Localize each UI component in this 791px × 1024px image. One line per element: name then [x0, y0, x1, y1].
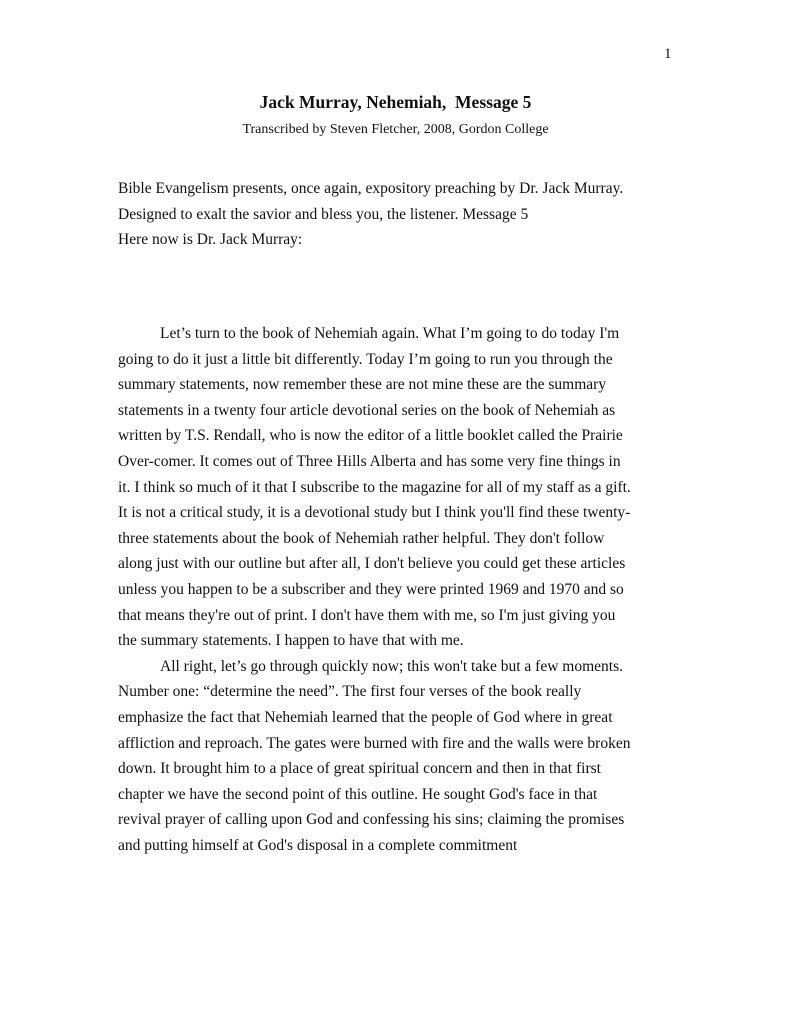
intro-line: Here now is Dr. Jack Murray:	[118, 231, 303, 249]
paragraph-line: statements in a twenty four article devotional series on the book of Nehemiah as	[118, 401, 616, 419]
paragraph-line: All right, let’s go through quickly now; this won't take but a few moments.	[160, 657, 624, 675]
paragraph-line: that means they're out of print. I don't have them with me, so I'm just giving you	[118, 606, 616, 624]
paragraph-line: It is not a critical study, it is a devotional study but I think you'll find these twenty-	[118, 504, 631, 522]
paragraph-line: the summary statements. I happen to have that with me.	[118, 632, 464, 650]
paragraph-line: revival prayer of calling upon God and confessing his sins; claiming the promises	[118, 811, 625, 829]
paragraph-line: Number one: “determine the need”. The first four verses of the book really	[118, 683, 582, 701]
paragraph-1	[118, 321, 698, 654]
paragraph-line: it. I think so much of it that I subscribe to the magazine for all of my staff as a gift.	[118, 478, 631, 496]
page-number: 1	[664, 46, 672, 62]
paragraph-line: unless you happen to be a subscriber and they were printed 1969 and 1970 and so	[118, 580, 624, 598]
intro-line: Designed to exalt the savior and bless you, the listener. Message 5	[118, 205, 529, 223]
transcription-credit: Transcribed by Steven Fletcher, 2008, Gordon College	[242, 122, 549, 137]
paragraph-line: Over-comer. It comes out of Three Hills Alberta and has some very fine things in	[118, 452, 621, 470]
body-text	[118, 321, 698, 858]
paragraph-line: emphasize the fact that Nehemiah learned that the people of God where in great	[118, 708, 613, 726]
paragraph-2	[118, 654, 698, 859]
paragraph-line: three statements about the book of Nehemiah rather helpful. They don't follow	[118, 529, 605, 547]
paragraph-line: and putting himself at God's disposal in a complete commitment	[118, 836, 518, 854]
paragraph-line: down. It brought him to a place of great spiritual concern and then in that first	[118, 760, 601, 778]
paragraph-line: going to do it just a little bit differently. Today I’m going to run you through the	[118, 350, 613, 368]
paragraph-line: written by T.S. Rendall, who is now the editor of a little booklet called the Prairie	[118, 427, 623, 445]
paragraph-line: along just with our outline but after all, I don't believe you could get these articles	[118, 555, 626, 573]
paragraph-line: chapter we have the second point of this outline. He sought God's face in that	[118, 785, 598, 803]
intro-block	[118, 176, 698, 253]
document-title: Jack Murray, Nehemiah, Message 5	[259, 92, 532, 112]
paragraph-line: Let’s turn to the book of Nehemiah again. What I’m going to do today I'm	[160, 325, 620, 342]
paragraph-line: affliction and reproach. The gates were burned with fire and the walls were broken	[118, 734, 631, 752]
paragraph-line: summary statements, now remember these are not mine these are the summary	[118, 376, 607, 394]
intro-line: Bible Evangelism presents, once again, expository preaching by Dr. Jack Murray.	[118, 180, 624, 197]
